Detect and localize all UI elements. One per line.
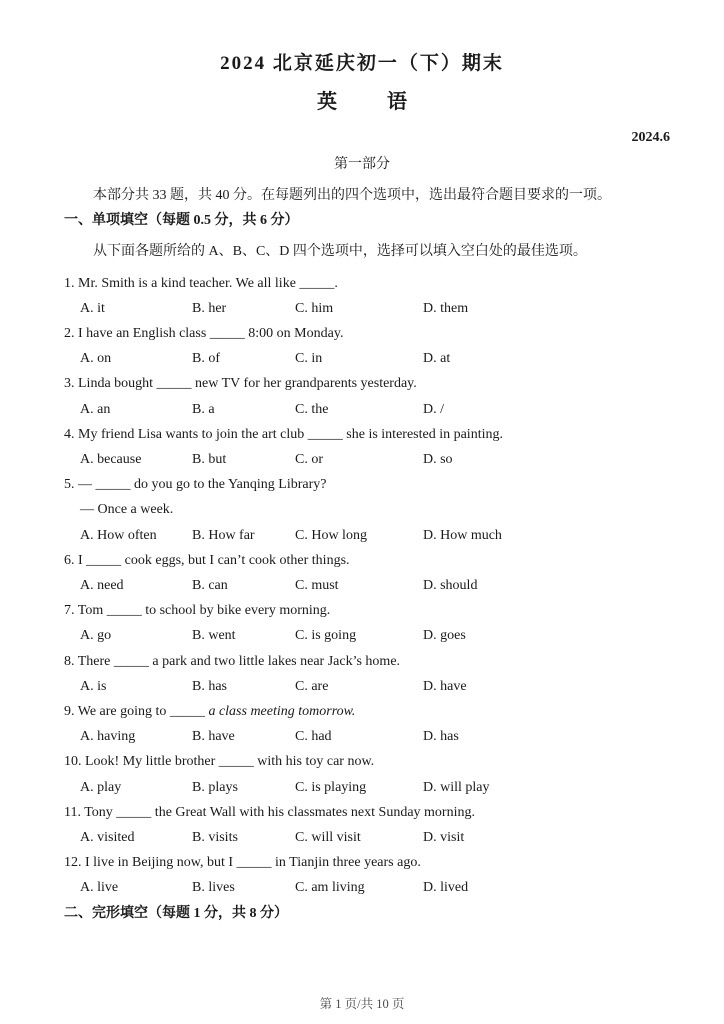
question-item	[0, 598, 724, 648]
option-c: C. in	[295, 351, 323, 367]
section1-heading: 一、单项填空（每题 0.5 分，共 6 分）	[64, 213, 299, 229]
option-a: A. because	[80, 452, 142, 468]
option-b: B. How far	[192, 527, 255, 543]
option-a: A. live	[80, 880, 119, 896]
option-b: B. has	[192, 678, 227, 694]
option-c: C. will visit	[295, 830, 361, 846]
question-stem-line	[0, 598, 724, 623]
options-row	[0, 346, 724, 371]
question-stem: 10. Look! My little brother _____ with his toy car now.	[64, 754, 375, 770]
option-b: B. lives	[192, 880, 235, 896]
option-b: B. her	[192, 300, 227, 316]
question-stem-line	[0, 271, 724, 296]
question-stem-line	[0, 699, 724, 724]
question-stem: 7. Tom _____ to school by bike every morning.	[64, 603, 331, 619]
question-item	[0, 472, 724, 548]
options-row	[0, 523, 724, 548]
question-stem-line	[0, 371, 724, 396]
options-row	[0, 296, 724, 321]
doc-title: 2024 北京延庆初一（下）期末	[220, 53, 504, 74]
question-item	[0, 749, 724, 799]
option-b: B. plays	[192, 779, 238, 795]
option-c: C. How long	[295, 527, 367, 543]
option-c: C. is playing	[295, 779, 367, 795]
part-intro: 本部分共 33 题，共 40 分。在每题列出的四个选项中，选出最符合题目要求的一项。	[93, 188, 611, 203]
options-row	[0, 623, 724, 648]
question-stem-line	[0, 800, 724, 825]
option-c: C. am living	[295, 880, 365, 896]
question-stem: 12. I live in Beijing now, but I _____ in Tianjin three years ago.	[64, 855, 421, 871]
option-a: A. it	[80, 300, 105, 316]
option-b: B. can	[192, 578, 228, 594]
question-stem-line	[0, 422, 724, 447]
option-d: D. /	[423, 401, 444, 417]
option-a: A. an	[80, 401, 111, 417]
options-row	[0, 397, 724, 422]
option-a: A. need	[80, 578, 124, 594]
option-d: D. lived	[423, 880, 469, 896]
section2-heading: 二、完形填空（每题 1 分，共 8 分）	[64, 905, 288, 921]
question-stem-line2: — Once a week.	[80, 502, 174, 518]
question-item	[0, 321, 724, 371]
question-stem: 9. We are going to _____	[64, 704, 209, 720]
question-item	[0, 422, 724, 472]
option-c: C. had	[295, 729, 332, 745]
question-item	[0, 800, 724, 850]
options-row	[0, 724, 724, 749]
option-b: B. but	[192, 452, 227, 468]
option-a: A. on	[80, 351, 112, 367]
option-d: D. How much	[423, 527, 502, 543]
options-row	[0, 825, 724, 850]
question-stem-line	[0, 472, 724, 497]
option-d: D. goes	[423, 628, 466, 644]
question-stem-line	[0, 649, 724, 674]
question-stem: 11. Tony _____ the Great Wall with his classmates next Sunday morning.	[64, 804, 475, 820]
question-stem-line	[0, 321, 724, 346]
option-d: D. should	[423, 578, 478, 594]
option-b: B. have	[192, 729, 235, 745]
section1-instruction: 从下面各题所给的 A、B、C、D 四个选项中，选择可以填入空白处的最佳选项。	[93, 244, 587, 260]
question-stem-line	[0, 548, 724, 573]
option-d: D. so	[423, 452, 453, 468]
question-stem: 3. Linda bought _____ new TV for her grandparents yesterday.	[64, 376, 417, 392]
question-item	[0, 850, 724, 900]
options-row	[0, 775, 724, 800]
option-a: A. How often	[80, 527, 157, 543]
question-stem: 1. Mr. Smith is a kind teacher. We all like _____.	[64, 275, 338, 291]
question-item	[0, 371, 724, 421]
question-stem: 6. I _____ cook eggs, but I can’t cook other things.	[64, 552, 350, 568]
option-c: C. him	[295, 300, 334, 316]
question-stem-line	[0, 749, 724, 774]
question-item	[0, 649, 724, 699]
options-row	[0, 674, 724, 699]
option-d: D. have	[423, 678, 467, 694]
option-b: B. of	[192, 351, 220, 367]
page-footer: 第 1 页/共 10 页	[319, 997, 405, 1011]
option-c: C. are	[295, 678, 329, 694]
option-b: B. visits	[192, 830, 238, 846]
option-a: A. go	[80, 628, 112, 644]
options-row	[0, 447, 724, 472]
question-stem-italic: a class meeting tomorrow.	[208, 704, 356, 720]
option-b: B. a	[192, 401, 215, 417]
option-a: A. visited	[80, 830, 135, 846]
option-d: D. at	[423, 351, 451, 367]
option-d: D. visit	[423, 830, 465, 846]
question-stem: 5. — _____ do you go to the Yanqing Library?	[64, 477, 327, 493]
option-a: A. is	[80, 678, 107, 694]
options-row	[0, 573, 724, 598]
question-stem: 4. My friend Lisa wants to join the art club _____ she is interested in painting.	[64, 426, 503, 442]
question-stem: 8. There _____ a park and two little lakes near Jack’s home.	[64, 653, 401, 669]
option-a: A. having	[80, 729, 136, 745]
subject-title: 英 语	[317, 91, 407, 113]
question-stem: 2. I have an English class _____ 8:00 on Monday.	[64, 326, 344, 342]
question-list	[0, 271, 724, 901]
option-d: D. has	[423, 729, 459, 745]
option-c: C. or	[295, 452, 323, 468]
question-item	[0, 271, 724, 321]
option-a: A. play	[80, 779, 122, 795]
exam-date: 2024.6	[631, 130, 670, 145]
option-c: C. the	[295, 401, 329, 417]
question-stem-line	[0, 850, 724, 875]
question-item	[0, 699, 724, 749]
option-d: D. will play	[423, 779, 490, 795]
option-b: B. went	[192, 628, 236, 644]
question-item	[0, 548, 724, 598]
options-row	[0, 875, 724, 900]
option-c: C. must	[295, 578, 339, 594]
part-heading: 第一部分	[334, 157, 390, 172]
option-d: D. them	[423, 300, 469, 316]
option-c: C. is going	[295, 628, 357, 644]
